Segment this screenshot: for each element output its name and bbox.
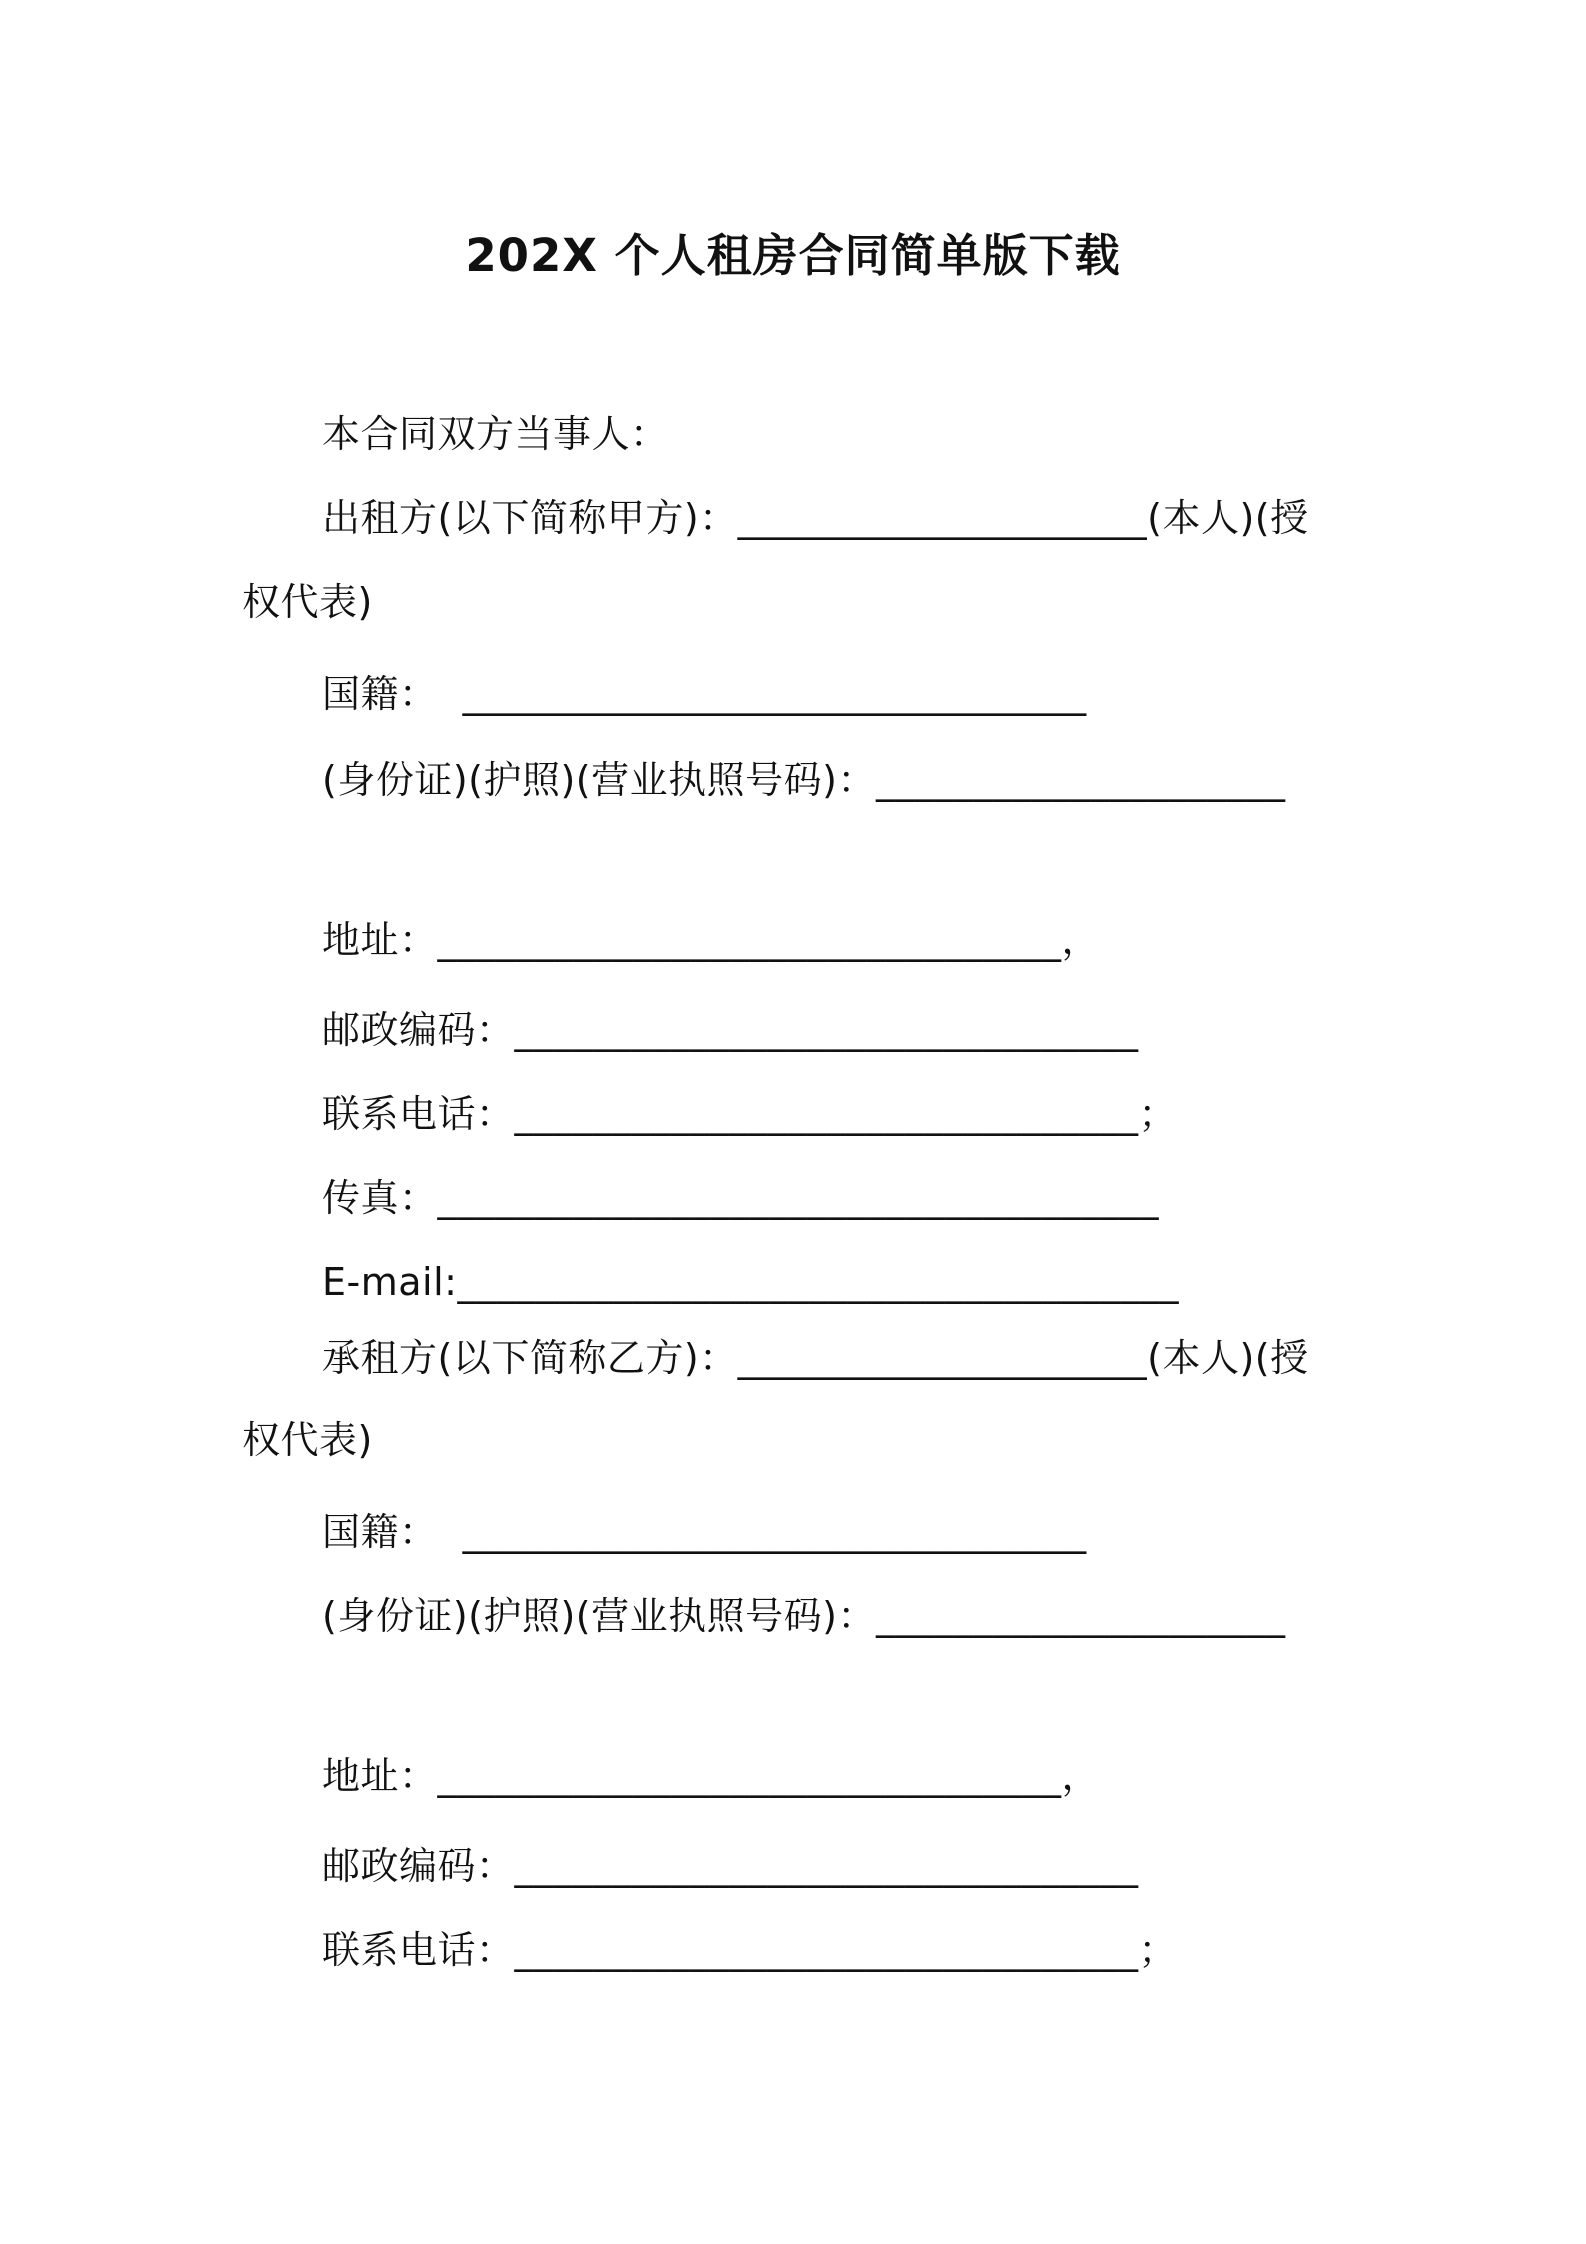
lessor-email-field: E-mail:_____________________________________	[322, 1260, 1179, 1304]
lessor-postcode-field: 邮政编码：________________________________	[322, 1008, 1139, 1052]
lessor-heading: 出租方(以下简称甲方)：_____________________(本人)(授	[322, 496, 1309, 540]
lessee-postcode-field: 邮政编码：________________________________	[322, 1844, 1139, 1888]
document-title: 202X 个人租房合同简单版下载	[465, 229, 1121, 282]
lessor-heading-wrap: 权代表)	[242, 580, 373, 624]
lessor-fax-field: 传真：_____________________________________	[322, 1176, 1160, 1220]
lessee-nationality-field: 国籍： ________________________________	[322, 1510, 1087, 1554]
lessor-phone-field: 联系电话：________________________________；	[322, 1092, 1178, 1136]
lessee-phone-field: 联系电话：________________________________；	[322, 1928, 1178, 1972]
lessee-address-field: 地址：________________________________，	[322, 1754, 1101, 1798]
lessor-id-field: (身份证)(护照)(营业执照号码)：_____________________	[322, 758, 1286, 802]
lessee-heading-wrap: 权代表)	[242, 1418, 373, 1462]
lessor-address-field: 地址：________________________________，	[322, 918, 1101, 962]
lessee-id-field: (身份证)(护照)(营业执照号码)：_____________________	[322, 1594, 1286, 1638]
lessor-nationality-field: 国籍： ________________________________	[322, 672, 1087, 716]
lessee-heading: 承租方(以下简称乙方)：_____________________(本人)(授	[322, 1336, 1309, 1380]
parties-intro: 本合同双方当事人：	[322, 412, 669, 456]
